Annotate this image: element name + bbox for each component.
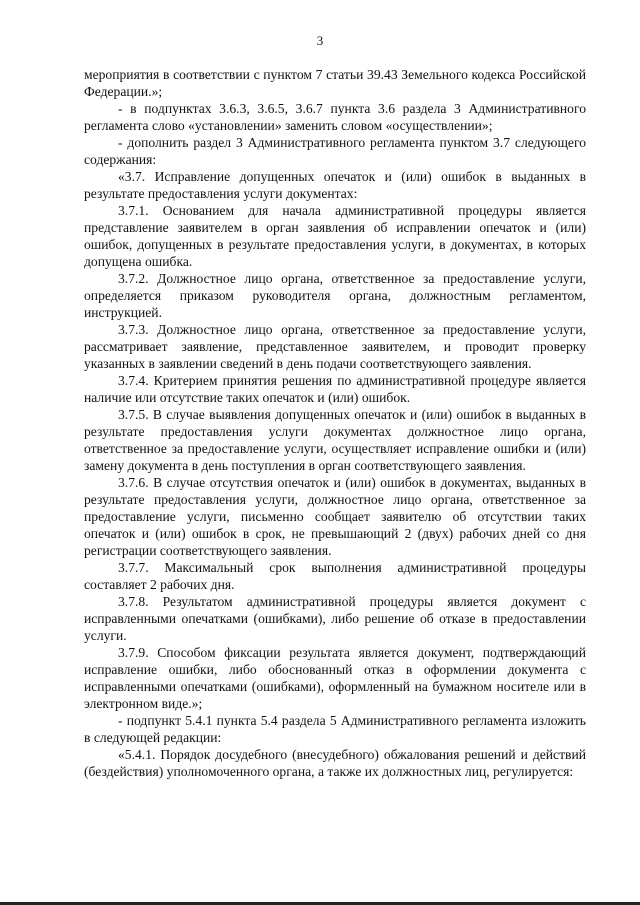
paragraph: 3.7.1. Основанием для начала административной процедуры является представление заявителем в орган заявления об исправлении опечаток и (или) ошибок, допущенных в результате предоставления услуги, в документах, в которых допущена ошибка. [84, 203, 586, 269]
paragraph: «5.4.1. Порядок досудебного (внесудебного) обжалования решений и действий (бездействия) уполномоченного органа, а также их должностных лиц, регулируется: [84, 747, 586, 779]
paragraph: 3.7.6. В случае отсутствия опечаток и (или) ошибок в документах, выданных в результате предоставления услуги, должностное лицо органа, ответственное за предоставление услуги, письменно сообщает заявителю об отсутствии таких опечаток и (или) ошибок в срок, не превышающий 2 (двух) рабочих дней со дня регистрации соответствующего заявления. [84, 475, 586, 558]
paragraph: - подпункт 5.4.1 пункта 5.4 раздела 5 Административного регламента изложить в следующей редакции: [84, 713, 586, 745]
paragraph: 3.7.5. В случае выявления допущенных опечаток и (или) ошибок в выданных в результате предоставления услуги документах должностное лицо органа, ответственное за предоставление услуги, осуществляет исправление ошибки и (или) замену документа в день поступления в орган соответствующего заявления. [84, 407, 586, 473]
paragraph: 3.7.2. Должностное лицо органа, ответственное за предоставление услуги, определяется приказом руководителя органа, должностным регламентом, инструкцией. [84, 271, 586, 320]
paragraph: «3.7. Исправление допущенных опечаток и (или) ошибок в выданных в результате предоставления услуги документах: [84, 169, 586, 201]
paragraph: - в подпунктах 3.6.3, 3.6.5, 3.6.7 пункта 3.6 раздела 3 Административного регламента слово «установлении» заменить словом «осуществлении»; [84, 101, 586, 133]
page-number: 3 [316, 33, 324, 48]
paragraph: 3.7.3. Должностное лицо органа, ответственное за предоставление услуги, рассматривает заявление, представленное заявителем, и проводит проверку указанных в заявлении сведений в день подачи соответствующего заявления. [84, 322, 586, 371]
document-body [84, 66, 586, 780]
paragraph: мероприятия в соответствии с пунктом 7 статьи 39.43 Земельного кодекса Российской Федерации.»; [84, 67, 586, 99]
paragraph: 3.7.9. Способом фиксации результата является документ, подтверждающий исправление ошибки, либо обоснованный отказ в оформлении документа с исправленными опечатками (ошибками), оформленный на бумажном носителе или в электронном виде.»; [84, 645, 586, 711]
paragraph: 3.7.7. Максимальный срок выполнения административной процедуры составляет 2 рабочих дня. [84, 560, 586, 592]
paragraph: - дополнить раздел 3 Административного регламента пунктом 3.7 следующего содержания: [84, 135, 586, 167]
paragraph: 3.7.8. Результатом административной процедуры является документ с исправленными опечатками (ошибками), либо решение об отказе в предоставлении услуги. [84, 594, 586, 643]
paragraph: 3.7.4. Критерием принятия решения по административной процедуре является наличие или отсутствие таких опечаток и (или) ошибок. [84, 373, 586, 405]
